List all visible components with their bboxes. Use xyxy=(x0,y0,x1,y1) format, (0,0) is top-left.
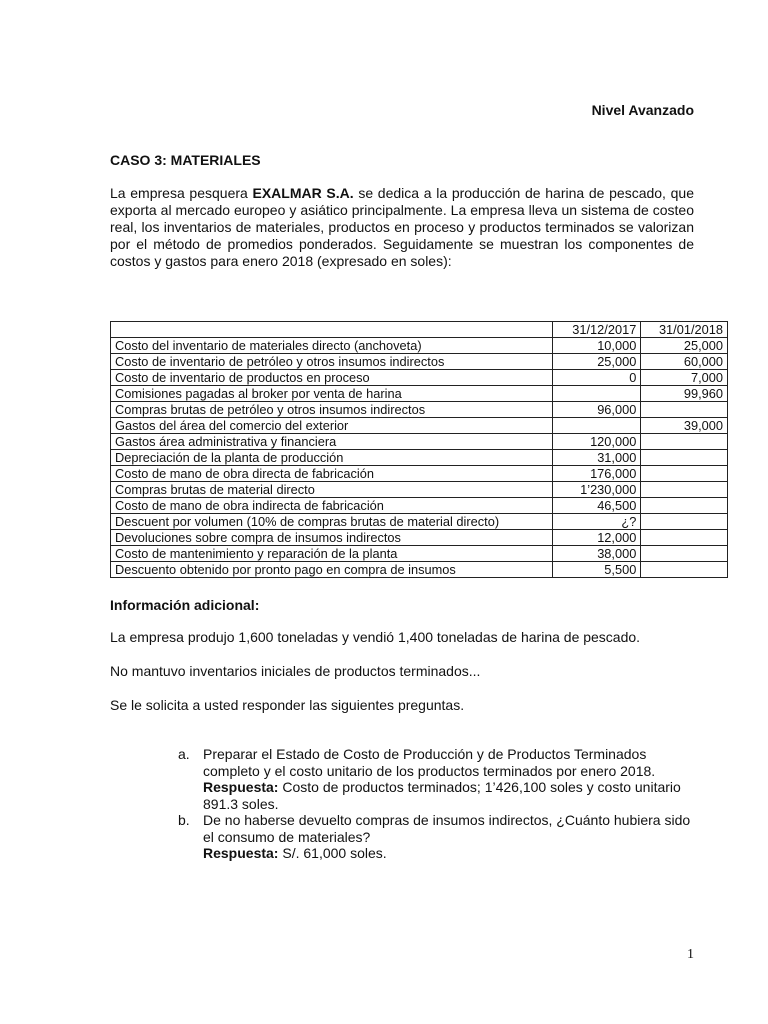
row-label-cell: Costo de mano de obra indirecta de fabricación xyxy=(111,498,553,514)
question-marker: b. xyxy=(178,812,190,828)
table-header-cell xyxy=(111,322,553,338)
production-info: La empresa produjo 1,600 toneladas y vendió 1,400 toneladas de harina de pescado. xyxy=(110,629,641,645)
row-label-cell: Devoluciones sobre compra de insumos indirectos xyxy=(111,530,553,546)
table-row xyxy=(111,418,728,434)
table-row xyxy=(111,370,728,386)
value-cell xyxy=(641,482,728,498)
value-cell: 60,000 xyxy=(641,354,728,370)
value-cell: 0 xyxy=(552,370,641,386)
value-cell xyxy=(641,530,728,546)
case-title: CASO 3: MATERIALES xyxy=(110,152,261,168)
table-row xyxy=(111,434,728,450)
table-row xyxy=(111,562,728,578)
value-cell: 25,000 xyxy=(641,338,728,354)
question-item xyxy=(178,746,698,812)
row-label-cell: Depreciación de la planta de producción xyxy=(111,450,553,466)
table-row xyxy=(111,546,728,562)
table-row xyxy=(111,386,728,402)
value-cell xyxy=(641,514,728,530)
question-text: Preparar el Estado de Costo de Producción y de Productos Terminados completo y el costo unitario de los productos terminados por enero 2018. xyxy=(203,746,656,779)
value-cell: 25,000 xyxy=(552,354,641,370)
value-cell: 99,960 xyxy=(641,386,728,402)
value-cell: 1’230,000 xyxy=(552,482,641,498)
row-label-cell: Comisiones pagadas al broker por venta de harina xyxy=(111,386,553,402)
row-label-cell: Costo de inventario de productos en proceso xyxy=(111,370,553,386)
value-cell: 31,000 xyxy=(552,450,641,466)
answer-label: Respuesta: xyxy=(203,845,279,861)
value-cell xyxy=(641,434,728,450)
row-label-cell: Gastos área administrativa y financiera xyxy=(111,434,553,450)
questions-list xyxy=(178,746,698,862)
additional-info-title: Información adicional: xyxy=(110,597,260,613)
value-cell xyxy=(552,418,641,434)
inventory-info: No mantuvo inventarios iniciales de productos terminados... xyxy=(110,663,481,679)
question-item xyxy=(178,812,698,862)
row-label-cell: Costo de mantenimiento y reparación de la planta xyxy=(111,546,553,562)
table-row xyxy=(111,514,728,530)
intro-after: se dedica a la producción de harina de pescado, que exporta al mercado europeo y asiático principalmente. La empresa lleva un sistema de costeo real, los inventarios de materiales, productos en proceso y productos terminados se valorizan por el método de promedios ponderados. Seguidamente se muestran los componentes de costos y gastos para enero 2018 (expresado en soles): xyxy=(110,185,694,269)
costs-table xyxy=(110,321,728,578)
company-name: EXALMAR S.A. xyxy=(252,185,354,201)
value-cell: ¿? xyxy=(552,514,641,530)
value-cell xyxy=(552,386,641,402)
answer-text: S/. 61,000 soles. xyxy=(278,845,387,861)
value-cell: 96,000 xyxy=(552,402,641,418)
table-row xyxy=(111,450,728,466)
table-row xyxy=(111,338,728,354)
row-label-cell: Costo del inventario de materiales directo (anchoveta) xyxy=(111,338,553,354)
table-row xyxy=(111,530,728,546)
row-label-cell: Costo de mano de obra directa de fabricación xyxy=(111,466,553,482)
value-cell: 38,000 xyxy=(552,546,641,562)
row-label-cell: Compras brutas de petróleo y otros insumos indirectos xyxy=(111,402,553,418)
table-row xyxy=(111,482,728,498)
row-label-cell: Descuento obtenido por pronto pago en compra de insumos xyxy=(111,562,553,578)
value-cell xyxy=(641,562,728,578)
row-label-cell: Descuent por volumen (10% de compras brutas de material directo) xyxy=(111,514,553,530)
table-row xyxy=(111,402,728,418)
table-row xyxy=(111,354,728,370)
table-row xyxy=(111,498,728,514)
value-cell xyxy=(641,498,728,514)
table-header-cell: 31/01/2018 xyxy=(641,322,728,338)
value-cell: 39,000 xyxy=(641,418,728,434)
question-marker: a. xyxy=(178,746,190,762)
level-label: Nivel Avanzado xyxy=(591,102,694,118)
page-number: 1 xyxy=(687,947,694,962)
row-label-cell: Gastos del área del comercio del exterior xyxy=(111,418,553,434)
table-header-cell: 31/12/2017 xyxy=(552,322,641,338)
value-cell: 12,000 xyxy=(552,530,641,546)
value-cell xyxy=(641,402,728,418)
request-text: Se le solicita a usted responder las siguientes preguntas. xyxy=(110,697,465,713)
question-text: De no haberse devuelto compras de insumos indirectos, ¿Cuánto hubiera sido el consumo de materiales? xyxy=(203,812,691,845)
table-header-row xyxy=(111,322,728,338)
value-cell xyxy=(641,450,728,466)
table-row xyxy=(111,466,728,482)
value-cell: 120,000 xyxy=(552,434,641,450)
value-cell xyxy=(641,466,728,482)
value-cell: 46,500 xyxy=(552,498,641,514)
value-cell: 10,000 xyxy=(552,338,641,354)
row-label-cell: Compras brutas de material directo xyxy=(111,482,553,498)
value-cell: 5,500 xyxy=(552,562,641,578)
intro-paragraph xyxy=(110,185,694,270)
row-label-cell: Costo de inventario de petróleo y otros insumos indirectos xyxy=(111,354,553,370)
value-cell: 176,000 xyxy=(552,466,641,482)
intro-before: La empresa pesquera xyxy=(110,185,253,201)
value-cell: 7,000 xyxy=(641,370,728,386)
value-cell xyxy=(641,546,728,562)
answer-text: Costo de productos terminados; 1’426,100 soles y costo unitario 891.3 soles. xyxy=(203,779,681,812)
answer-label: Respuesta: xyxy=(203,779,279,795)
